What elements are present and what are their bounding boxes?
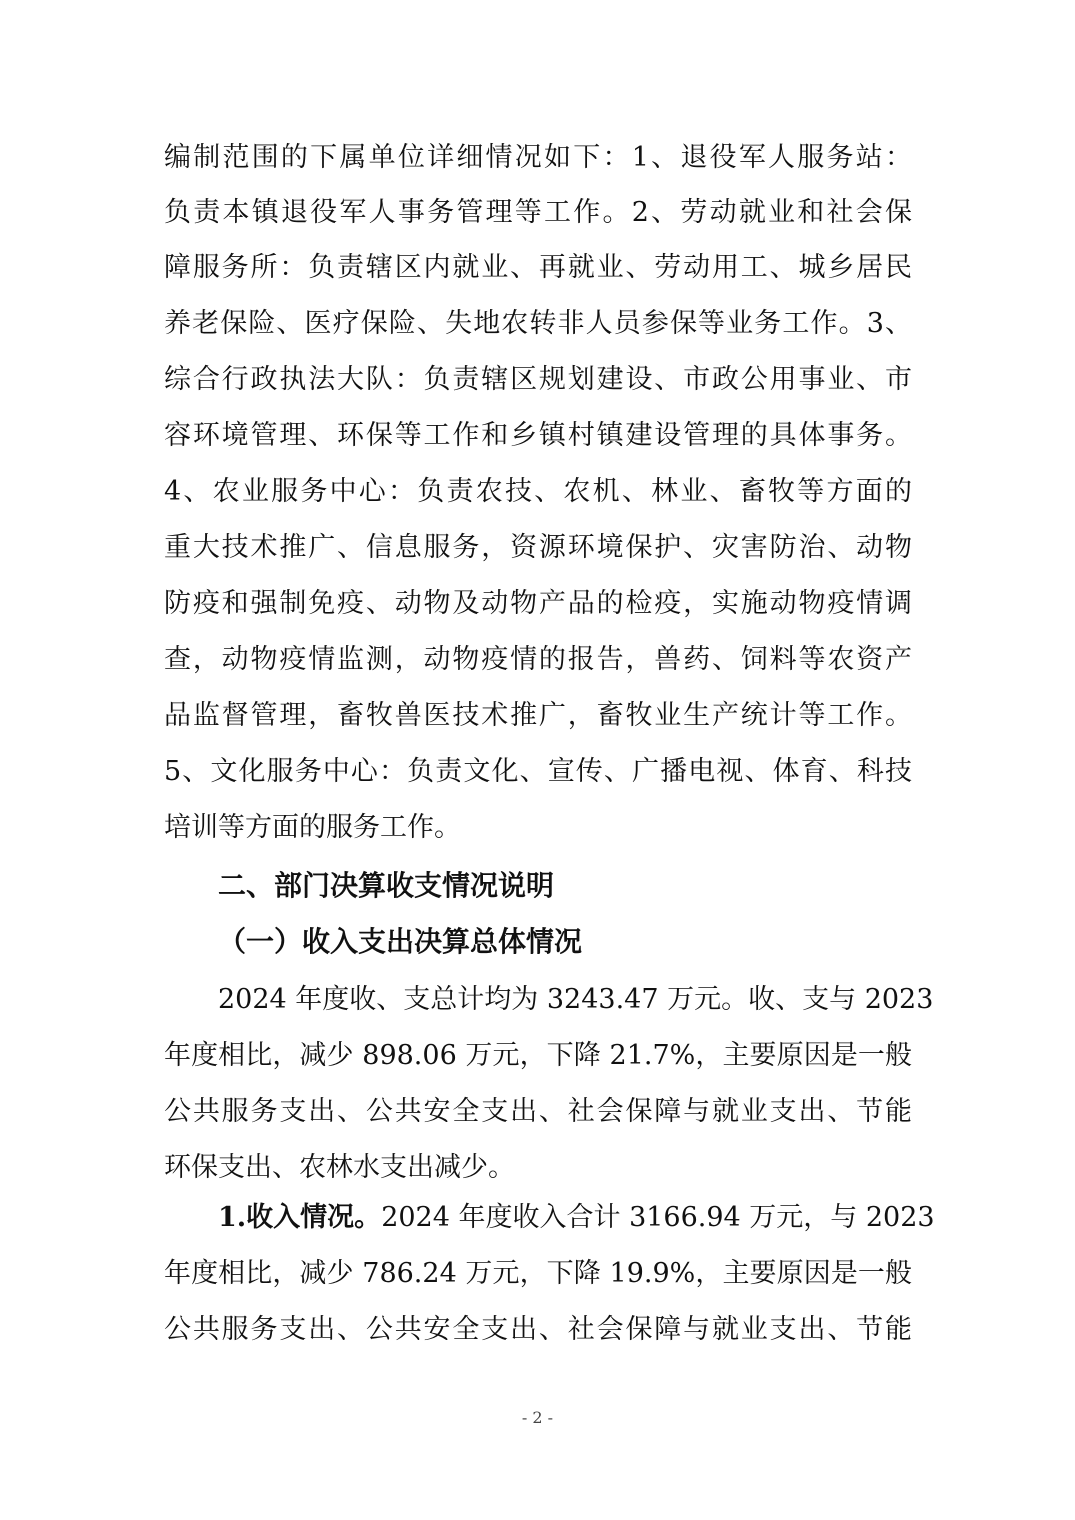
body-line: 年度相比，减少 898.06 万元，下降 21.7%，主要原因是一般: [164, 1040, 912, 1071]
body-line: 综合行政执法大队：负责辖区规划建设、市政公用事业、市: [164, 364, 912, 395]
body-line: 重大技术推广、信息服务，资源环境保护、灾害防治、动物: [164, 532, 912, 563]
body-line: 5、文化服务中心：负责文化、宣传、广播电视、体育、科技: [164, 756, 912, 787]
subsection-heading: （一）收入支出决算总体情况: [218, 925, 583, 958]
body-line: 容环境管理、环保等工作和乡镇村镇建设管理的具体事务。: [164, 420, 912, 451]
body-line: 障服务所：负责辖区内就业、再就业、劳动用工、城乡居民: [164, 252, 912, 283]
body-line: 培训等方面的服务工作。: [164, 812, 461, 843]
body-line: 防疫和强制免疫、动物及动物产品的检疫，实施动物疫情调: [164, 588, 912, 619]
body-line: 年度相比，减少 786.24 万元，下降 19.9%，主要原因是一般: [164, 1258, 912, 1289]
body-line: 4、农业服务中心：负责农技、农机、林业、畜牧等方面的: [164, 476, 912, 507]
body-line: 公共服务支出、公共安全支出、社会保障与就业支出、节能: [164, 1314, 912, 1345]
body-line: 负责本镇退役军人事务管理等工作。2、劳动就业和社会保: [164, 197, 912, 228]
paragraph-lead: 1.收入情况。: [218, 1202, 382, 1233]
body-line: 编制范围的下属单位详细情况如下：1、退役军人服务站：: [164, 142, 912, 173]
body-line: [218, 1200, 935, 1236]
page-number: - 2 -: [521, 1408, 554, 1427]
body-line: 公共服务支出、公共安全支出、社会保障与就业支出、节能: [164, 1096, 912, 1127]
section-heading: 二、部门决算收支情况说明: [218, 869, 555, 902]
body-line: 环保支出、农林水支出减少。: [164, 1152, 515, 1183]
paragraph-text: 2024 年度收入合计 3166.94 万元，与 2023: [381, 1202, 935, 1233]
body-line: 养老保险、医疗保险、失地农转非人员参保等业务工作。3、: [164, 308, 912, 339]
body-line: 查，动物疫情监测，动物疫情的报告，兽药、饲料等农资产: [164, 644, 912, 675]
body-line: 2024 年度收、支总计均为 3243.47 万元。收、支与 2023: [218, 984, 934, 1015]
body-line: 品监督管理，畜牧兽医技术推广，畜牧业生产统计等工作。: [164, 700, 912, 731]
